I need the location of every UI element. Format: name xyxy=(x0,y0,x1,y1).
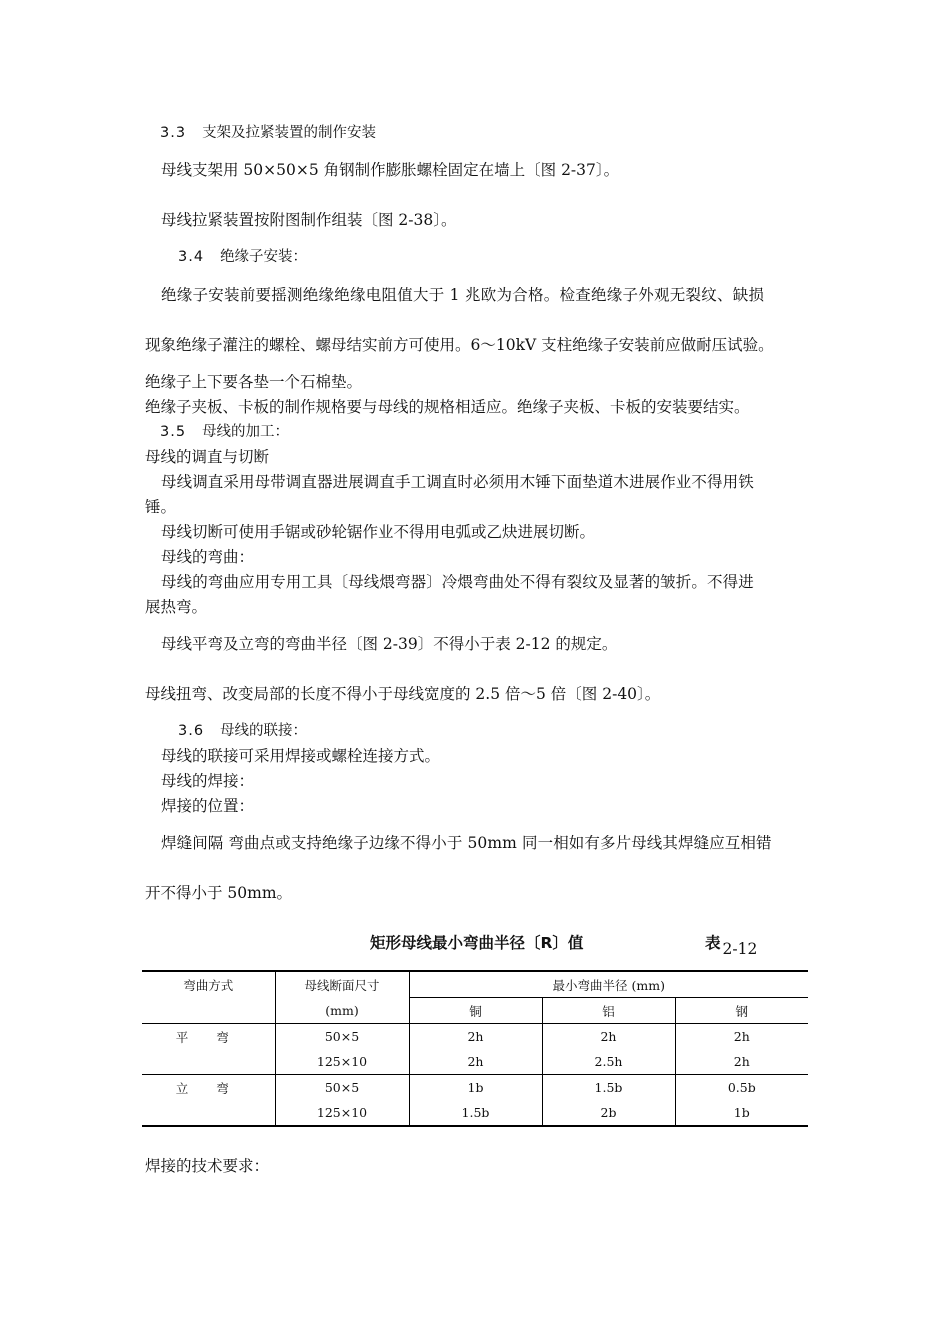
section-heading-3-4 xyxy=(178,247,848,267)
table-row xyxy=(142,1100,808,1126)
cell-steel: 1b xyxy=(675,1100,808,1126)
paragraph: 母线的联接可采用焊接或螺栓连接方式。 xyxy=(161,747,441,765)
section-title: 支架及拉紧装置的制作安装 xyxy=(202,125,377,141)
table-row xyxy=(142,1075,808,1101)
paragraph: 现象绝缘子灌注的螺栓、螺母结实前方可使用。6～10kV 支柱绝缘子安装前应做耐压试验。 xyxy=(145,336,774,354)
header-min-radius: 最小弯曲半径 (mm) xyxy=(409,971,808,998)
paragraph: 绝缘子安装前要摇测绝缘绝缘电阻值大于 1 兆欧为合格。检查绝缘子外观无裂纹、缺损 xyxy=(161,286,765,304)
paragraph: 母线的调直与切断 xyxy=(145,448,270,466)
paragraph: 焊接的位置： xyxy=(161,797,255,815)
cell-steel: 2h xyxy=(675,1049,808,1075)
cell-steel: 0.5b xyxy=(675,1075,808,1101)
section-heading-3-6 xyxy=(178,721,848,741)
cell-copper: 1b xyxy=(409,1075,542,1101)
cell-aluminum: 2h xyxy=(542,1024,675,1050)
section-number: 3.3 xyxy=(160,125,187,141)
table-row xyxy=(142,1024,808,1050)
cell-method: 平 弯 xyxy=(142,1024,275,1050)
section-number: 3.6 xyxy=(178,723,205,739)
cell-aluminum: 2b xyxy=(542,1100,675,1126)
paragraph: 母线的弯曲应用专用工具〔母线煨弯器〕冷煨弯曲处不得有裂纹及显著的皱折。不得进 xyxy=(161,573,754,591)
cell-size: 50×5 xyxy=(275,1024,409,1050)
paragraph: 绝缘子上下要各垫一个石棉垫。 xyxy=(145,373,363,391)
table-number-suffix: 2-12 xyxy=(722,940,758,958)
paragraph: 母线的焊接： xyxy=(161,772,255,790)
section-title: 绝缘子安装： xyxy=(220,249,308,265)
cell-size: 125×10 xyxy=(275,1100,409,1126)
header-aluminum: 铝 xyxy=(542,998,675,1024)
paragraph: 母线的弯曲： xyxy=(161,548,255,566)
paragraph: 母线支架用 50×50×5 角钢制作膨胀螺栓固定在墙上〔图 2-37〕。 xyxy=(161,161,620,179)
paragraph: 绝缘子夹板、卡板的制作规格要与母线的规格相适应。绝缘子夹板、卡板的安装要结实。 xyxy=(145,398,750,416)
table-title: 矩形母线最小弯曲半径〔R〕值 xyxy=(370,934,584,952)
cell-copper: 1.5b xyxy=(409,1100,542,1126)
cell-aluminum: 1.5b xyxy=(542,1075,675,1101)
bending-radius-table xyxy=(142,970,808,1127)
header-steel: 钢 xyxy=(675,998,808,1024)
section-heading-3-5 xyxy=(160,422,830,442)
paragraph: 锤。 xyxy=(145,498,177,516)
paragraph: 母线扭弯、改变局部的长度不得小于母线宽度的 2.5 倍～5 倍〔图 2-40〕。 xyxy=(145,685,661,703)
table-header-row xyxy=(142,971,808,998)
cell-method: 立 弯 xyxy=(142,1075,275,1101)
header-copper: 铜 xyxy=(409,998,542,1024)
cell-aluminum: 2.5h xyxy=(542,1049,675,1075)
section-number: 3.4 xyxy=(178,249,205,265)
table-row xyxy=(142,1049,808,1075)
paragraph: 展热弯。 xyxy=(145,598,208,616)
cell-size: 50×5 xyxy=(275,1075,409,1101)
paragraph: 母线调直采用母带调直器进展调直手工调直时必须用木锤下面垫道木进展作业不得用铁 xyxy=(161,473,754,491)
section-title: 母线的加工： xyxy=(202,424,290,440)
paragraph: 母线切断可使用手锯或砂轮锯作业不得用电弧或乙炔进展切断。 xyxy=(161,523,596,541)
section-heading-3-3 xyxy=(160,123,830,143)
table-number xyxy=(705,931,758,958)
cell-size: 125×10 xyxy=(275,1049,409,1075)
header-bending-method: 弯曲方式 xyxy=(142,971,275,998)
table-number-prefix: 表 xyxy=(705,934,721,952)
cell-steel: 2h xyxy=(675,1024,808,1050)
cell-copper: 2h xyxy=(409,1024,542,1050)
table-header-row xyxy=(142,998,808,1024)
section-number: 3.5 xyxy=(160,424,187,440)
paragraph: 开不得小于 50mm。 xyxy=(145,884,293,902)
section-title: 母线的联接： xyxy=(220,723,308,739)
paragraph: 焊接的技术要求： xyxy=(145,1157,270,1175)
header-size-unit: (mm) xyxy=(275,998,409,1024)
paragraph: 母线拉紧装置按附图制作组装〔图 2-38〕。 xyxy=(161,211,457,229)
header-section-size: 母线断面尺寸 xyxy=(275,971,409,998)
paragraph: 母线平弯及立弯的弯曲半径〔图 2-39〕不得小于表 2-12 的规定。 xyxy=(161,635,618,653)
cell-copper: 2h xyxy=(409,1049,542,1075)
paragraph: 焊缝间隔 弯曲点或支持绝缘子边缘不得小于 50mm 同一相如有多片母线其焊缝应互相错 xyxy=(161,834,772,852)
